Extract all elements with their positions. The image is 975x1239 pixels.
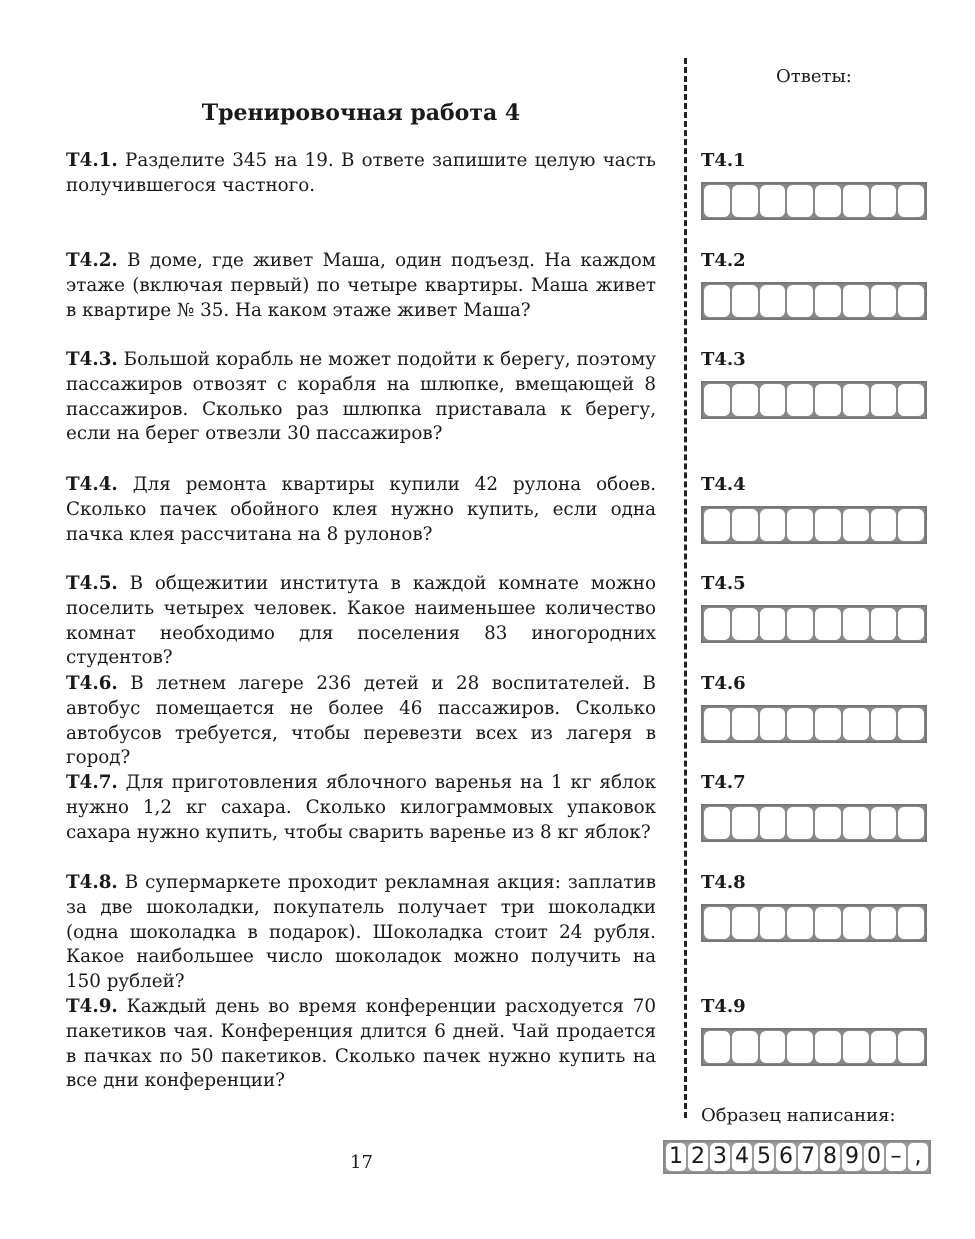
answer-cell[interactable] xyxy=(871,509,897,541)
question xyxy=(66,473,656,547)
page-title: Тренировочная работа 4 xyxy=(201,100,521,126)
page-number: 17 xyxy=(350,1152,373,1173)
answer-field[interactable] xyxy=(701,182,927,220)
question-number: T4.7. xyxy=(66,772,118,793)
answer-cell[interactable] xyxy=(815,185,841,217)
answer-cell[interactable] xyxy=(871,907,897,939)
answer-field[interactable] xyxy=(701,904,927,942)
answer-cell[interactable] xyxy=(815,1031,841,1063)
answer-cell[interactable] xyxy=(787,384,813,416)
answer-cell[interactable] xyxy=(871,285,897,317)
answer-cell[interactable] xyxy=(898,708,924,740)
answer-cell[interactable] xyxy=(787,509,813,541)
answer-cell[interactable] xyxy=(898,185,924,217)
answer-cell[interactable] xyxy=(898,285,924,317)
answer-cell[interactable] xyxy=(871,708,897,740)
answer-label: T4.2 xyxy=(701,250,746,271)
sample-cell: 8 xyxy=(820,1143,840,1171)
answer-cell[interactable] xyxy=(732,285,758,317)
question-number: T4.6. xyxy=(66,673,118,694)
answer-label: T4.5 xyxy=(701,573,746,594)
answer-cell[interactable] xyxy=(704,1031,730,1063)
answer-cell[interactable] xyxy=(704,384,730,416)
answer-cell[interactable] xyxy=(760,384,786,416)
answer-cell[interactable] xyxy=(898,384,924,416)
answer-cell[interactable] xyxy=(732,708,758,740)
answer-cell[interactable] xyxy=(732,608,758,640)
question-number: T4.2. xyxy=(66,250,118,271)
question xyxy=(66,348,656,447)
question xyxy=(66,149,656,199)
question-number: T4.9. xyxy=(66,996,118,1017)
answer-cell[interactable] xyxy=(704,708,730,740)
answer-field[interactable] xyxy=(701,705,927,743)
answer-cell[interactable] xyxy=(704,907,730,939)
answer-cell[interactable] xyxy=(787,807,813,839)
question-text: Каждый день во время конференции расходуется 70 пакетиков чая. Конференция длится 6 дней. Чай продается в пачках по 50 пакетиков. Сколько пачек нужно купить на все дни конференции? xyxy=(66,996,656,1092)
answer-cell[interactable] xyxy=(898,509,924,541)
answer-cell[interactable] xyxy=(898,907,924,939)
question-text: В летнем лагере 236 детей и 28 воспитателей. В автобус помещается не более 46 пассажиров. Сколько автобусов требуется, чтобы перевезти всех из лагеря в город? xyxy=(66,673,656,769)
question-text: Для ремонта квартиры купили 42 рулона обоев. Сколько пачек обойного клея нужно купить, если одна пачка клея рассчитана на 8 рулонов? xyxy=(66,474,657,545)
answer-label: T4.3 xyxy=(701,349,746,370)
answer-cell[interactable] xyxy=(760,708,786,740)
answer-cell[interactable] xyxy=(704,509,730,541)
answer-cell[interactable] xyxy=(843,708,869,740)
question-text: В общежитии института в каждой комнате можно поселить четырех человек. Какое наименьшее количество комнат необходимо для поселения 83 иногородних студентов? xyxy=(66,573,656,669)
sample-digits xyxy=(663,1140,931,1174)
answer-cell[interactable] xyxy=(704,807,730,839)
answer-cell[interactable] xyxy=(871,807,897,839)
question-text: Разделите 345 на 19. В ответе запишите целую часть получившегося частного. xyxy=(66,150,656,196)
sample-cell: 9 xyxy=(842,1143,862,1171)
question-text: В доме, где живет Маша, один подъезд. На каждом этаже (включая первый) по четыре квартиры. Маша живет в квартире № 35. На каком этаже живет Маша? xyxy=(66,250,656,321)
answer-field[interactable] xyxy=(701,804,927,842)
answer-cell[interactable] xyxy=(704,285,730,317)
answer-cell[interactable] xyxy=(760,608,786,640)
answer-cell[interactable] xyxy=(898,1031,924,1063)
question xyxy=(66,672,656,771)
answer-cell[interactable] xyxy=(787,907,813,939)
answer-label: T4.6 xyxy=(701,673,746,694)
question-number: T4.8. xyxy=(66,872,118,893)
sample-cell: 3 xyxy=(710,1143,730,1171)
answer-label: T4.1 xyxy=(701,150,746,171)
answer-cell[interactable] xyxy=(760,1031,786,1063)
answer-cell[interactable] xyxy=(871,608,897,640)
sample-cell: 7 xyxy=(798,1143,818,1171)
sample-cell: 6 xyxy=(776,1143,796,1171)
answer-label: T4.8 xyxy=(701,872,746,893)
question-text: Большой корабль не может подойти к берегу, поэтому пассажиров отвозят с корабля на шлюпке, вмещающей 8 пассажиров. Сколько раз шлюпка приставала к берегу, если на берег отвезли 30 пассажиров? xyxy=(66,349,656,445)
dashed-divider xyxy=(684,58,687,1118)
answer-cell[interactable] xyxy=(732,384,758,416)
answer-cell[interactable] xyxy=(843,384,869,416)
answer-cell[interactable] xyxy=(898,807,924,839)
answer-label: T4.4 xyxy=(701,474,746,495)
answer-field[interactable] xyxy=(701,381,927,419)
answer-field[interactable] xyxy=(701,282,927,320)
answer-cell[interactable] xyxy=(760,907,786,939)
answer-cell[interactable] xyxy=(732,807,758,839)
answer-cell[interactable] xyxy=(898,608,924,640)
answer-cell[interactable] xyxy=(815,285,841,317)
answer-field[interactable] xyxy=(701,605,927,643)
answer-cell[interactable] xyxy=(732,1031,758,1063)
answer-cell[interactable] xyxy=(815,608,841,640)
answer-field[interactable] xyxy=(701,506,927,544)
question-number: T4.3. xyxy=(66,349,118,370)
answer-cell[interactable] xyxy=(871,185,897,217)
question-text: Для приготовления яблочного варенья на 1 кг яблок нужно 1,2 кг сахара. Сколько килограммовых упаковок сахара нужно купить, чтобы сварить варенье из 8 кг яблок? xyxy=(66,772,656,843)
answer-cell[interactable] xyxy=(871,384,897,416)
answer-cell[interactable] xyxy=(760,807,786,839)
answer-cell[interactable] xyxy=(843,1031,869,1063)
answer-cell[interactable] xyxy=(732,509,758,541)
answer-cell[interactable] xyxy=(815,807,841,839)
answer-cell[interactable] xyxy=(787,185,813,217)
answer-cell[interactable] xyxy=(787,1031,813,1063)
sample-cell: 2 xyxy=(688,1143,708,1171)
question-number: T4.1. xyxy=(66,150,118,171)
sample-cell: , xyxy=(908,1143,928,1171)
answer-label: T4.7 xyxy=(701,772,746,793)
question xyxy=(66,871,656,995)
answer-cell[interactable] xyxy=(787,708,813,740)
answer-label: T4.9 xyxy=(701,996,746,1017)
answer-cell[interactable] xyxy=(815,384,841,416)
question xyxy=(66,771,656,845)
answer-cell[interactable] xyxy=(815,708,841,740)
sample-cell: 4 xyxy=(732,1143,752,1171)
sample-label: Образец написания: xyxy=(701,1105,896,1126)
answer-cell[interactable] xyxy=(760,285,786,317)
answer-cell[interactable] xyxy=(760,185,786,217)
answer-cell[interactable] xyxy=(787,608,813,640)
answer-cell[interactable] xyxy=(843,807,869,839)
answers-heading: Ответы: xyxy=(776,66,852,87)
answer-cell[interactable] xyxy=(760,509,786,541)
answer-field[interactable] xyxy=(701,1028,927,1066)
answer-cell[interactable] xyxy=(843,285,869,317)
answer-cell[interactable] xyxy=(843,608,869,640)
answer-cell[interactable] xyxy=(815,907,841,939)
question xyxy=(66,572,656,671)
answer-cell[interactable] xyxy=(704,608,730,640)
answer-cell[interactable] xyxy=(843,907,869,939)
sample-cell: – xyxy=(886,1143,906,1171)
answer-cell[interactable] xyxy=(732,185,758,217)
question-text: В супермаркете проходит рекламная акция: заплатив за две шоколадки, покупатель получает три шоколадки (одна шоколадка в подарок). Шоколадка стоит 24 рубля. Какое наибольшее число шоколадок можно получить на 150 рублей? xyxy=(66,872,656,993)
answer-cell[interactable] xyxy=(843,509,869,541)
sample-cell: 0 xyxy=(864,1143,884,1171)
answer-cell[interactable] xyxy=(787,285,813,317)
answer-cell[interactable] xyxy=(871,1031,897,1063)
question xyxy=(66,995,656,1094)
question xyxy=(66,249,656,323)
answer-cell[interactable] xyxy=(815,509,841,541)
sample-cell: 5 xyxy=(754,1143,774,1171)
answer-cell[interactable] xyxy=(704,185,730,217)
answer-cell[interactable] xyxy=(732,907,758,939)
answer-cell[interactable] xyxy=(843,185,869,217)
sample-cell: 1 xyxy=(666,1143,686,1171)
question-number: T4.4. xyxy=(66,474,118,495)
question-number: T4.5. xyxy=(66,573,118,594)
